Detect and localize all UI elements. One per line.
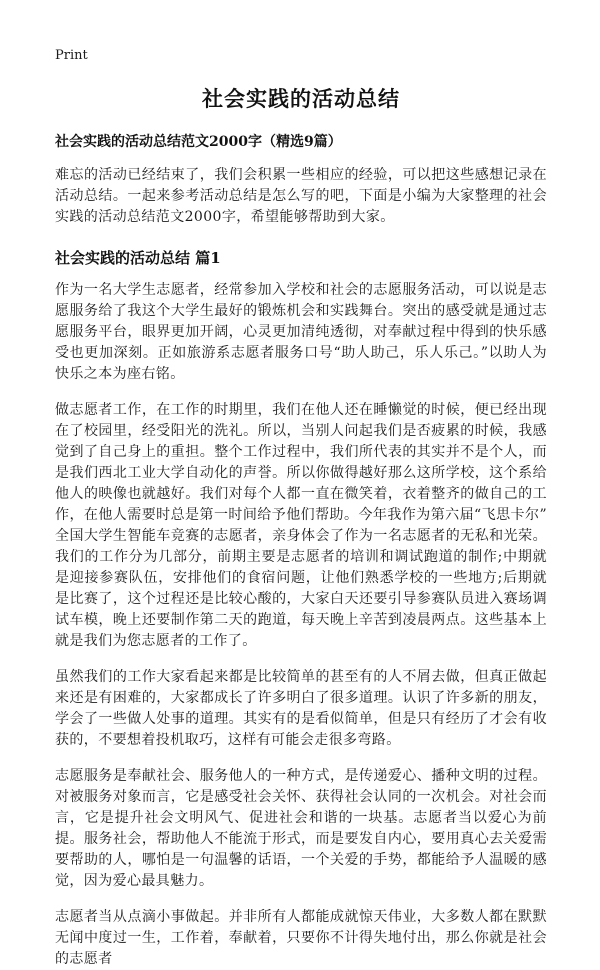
page-title: 社会实践的活动总结 bbox=[202, 86, 400, 111]
body-paragraph: 做志愿者工作，在工作的时期里，我们在他人还在睡懒觉的时候，便已经出现在了校园里，经受阳光的洗礼。所以，当别人问起我们是否疲累的时候，我感觉到了自己身上的重担。整个工作过程中，我们所代表的其实并不是个人，而是我们西北工业大学自动化的声誉。所以你做得越好那么这所学校，这个系给他人的映像也就越好。我们对每个人都一直在微笑着，衣着整齐的做自己的工作，在他人需要时总是第一时间给予他们帮助。今年我作为第六届“飞思卡尔”全国大学生智能车竞赛的志愿者，亲身体会了作为一名志愿者的无私和光荣。我们的工作分为几部分，前期主要是志愿者的培训和调试跑道的制作;中期就是迎接参赛队伍，安排他们的食宿问题，让他们熟悉学校的一些地方;后期就是比赛了，这个过程还是比较心酸的，大家白天还要引导参赛队员进入赛场调试车模，晚上还要制作第二天的跑道，每天晚上辛苦到凌晨两点。这些基本上就是我们为您志愿者的工作了。 bbox=[55, 402, 547, 649]
body-paragraph: 志愿者当从点滴小事做起。并非所有人都能成就惊天伟业，大多数人都在默默无闻中度过一生，工作着，奉献着，只要你不计得失地付出，那么你就是社会的志愿者 bbox=[55, 909, 547, 967]
section-heading-part1: 社会实践的活动总结 篇1 bbox=[55, 249, 221, 267]
body-paragraph: 虽然我们的工作大家看起来都是比较简单的甚至有的人不屑去做，但真正做起来还是有困难的，大家都成长了许多明白了很多道理。认识了许多新的朋友，学会了一些做人处事的道理。其实有的是看似简单，但是只有经历了才会有收获的，不要想着投机取巧，这样有可能会走很多弯路。 bbox=[55, 669, 547, 748]
print-link[interactable]: Print bbox=[55, 48, 88, 63]
body-paragraph: 作为一名大学生志愿者，经常参加入学校和社会的志愿服务活动，可以说是志愿服务给了我这个大学生最好的锻炼机会和实践舞台。突出的感受就是通过志愿服务平台，眼界更加开阔，心灵更加清纯透彻，对奉献过程中得到的快乐感受也更加深刻。正如旅游系志愿者服务口号“助人助己，乐人乐己。”以助人为快乐之本为座右铭。 bbox=[55, 282, 547, 382]
body-paragraph: 志愿服务是奉献社会、服务他人的一种方式，是传递爱心、播种文明的过程。对被服务对象而言，它是感受社会关怀、获得社会认同的一次机会。对社会而言，它是提升社会文明风气、促进社会和谐的一块基。志愿者当以爱心为前提。服务社会，帮助他人不能流于形式，而是要发自内心，要用真心去关爱需要帮助的人，哪怕是一句温馨的话语，一个关爱的手势，都能给予人温暖的感觉，因为爱心最具魅力。 bbox=[55, 768, 547, 889]
intro-paragraph: 难忘的活动已经结束了，我们会积累一些相应的经验，可以把这些感想记录在活动总结。一起来参考活动总结是怎么写的吧，下面是小编为大家整理的社会实践的活动总结范文2000字，希望能够帮助到大家。 bbox=[55, 167, 547, 225]
document-subtitle: 社会实践的活动总结范文2000字（精选9篇） bbox=[55, 134, 342, 150]
